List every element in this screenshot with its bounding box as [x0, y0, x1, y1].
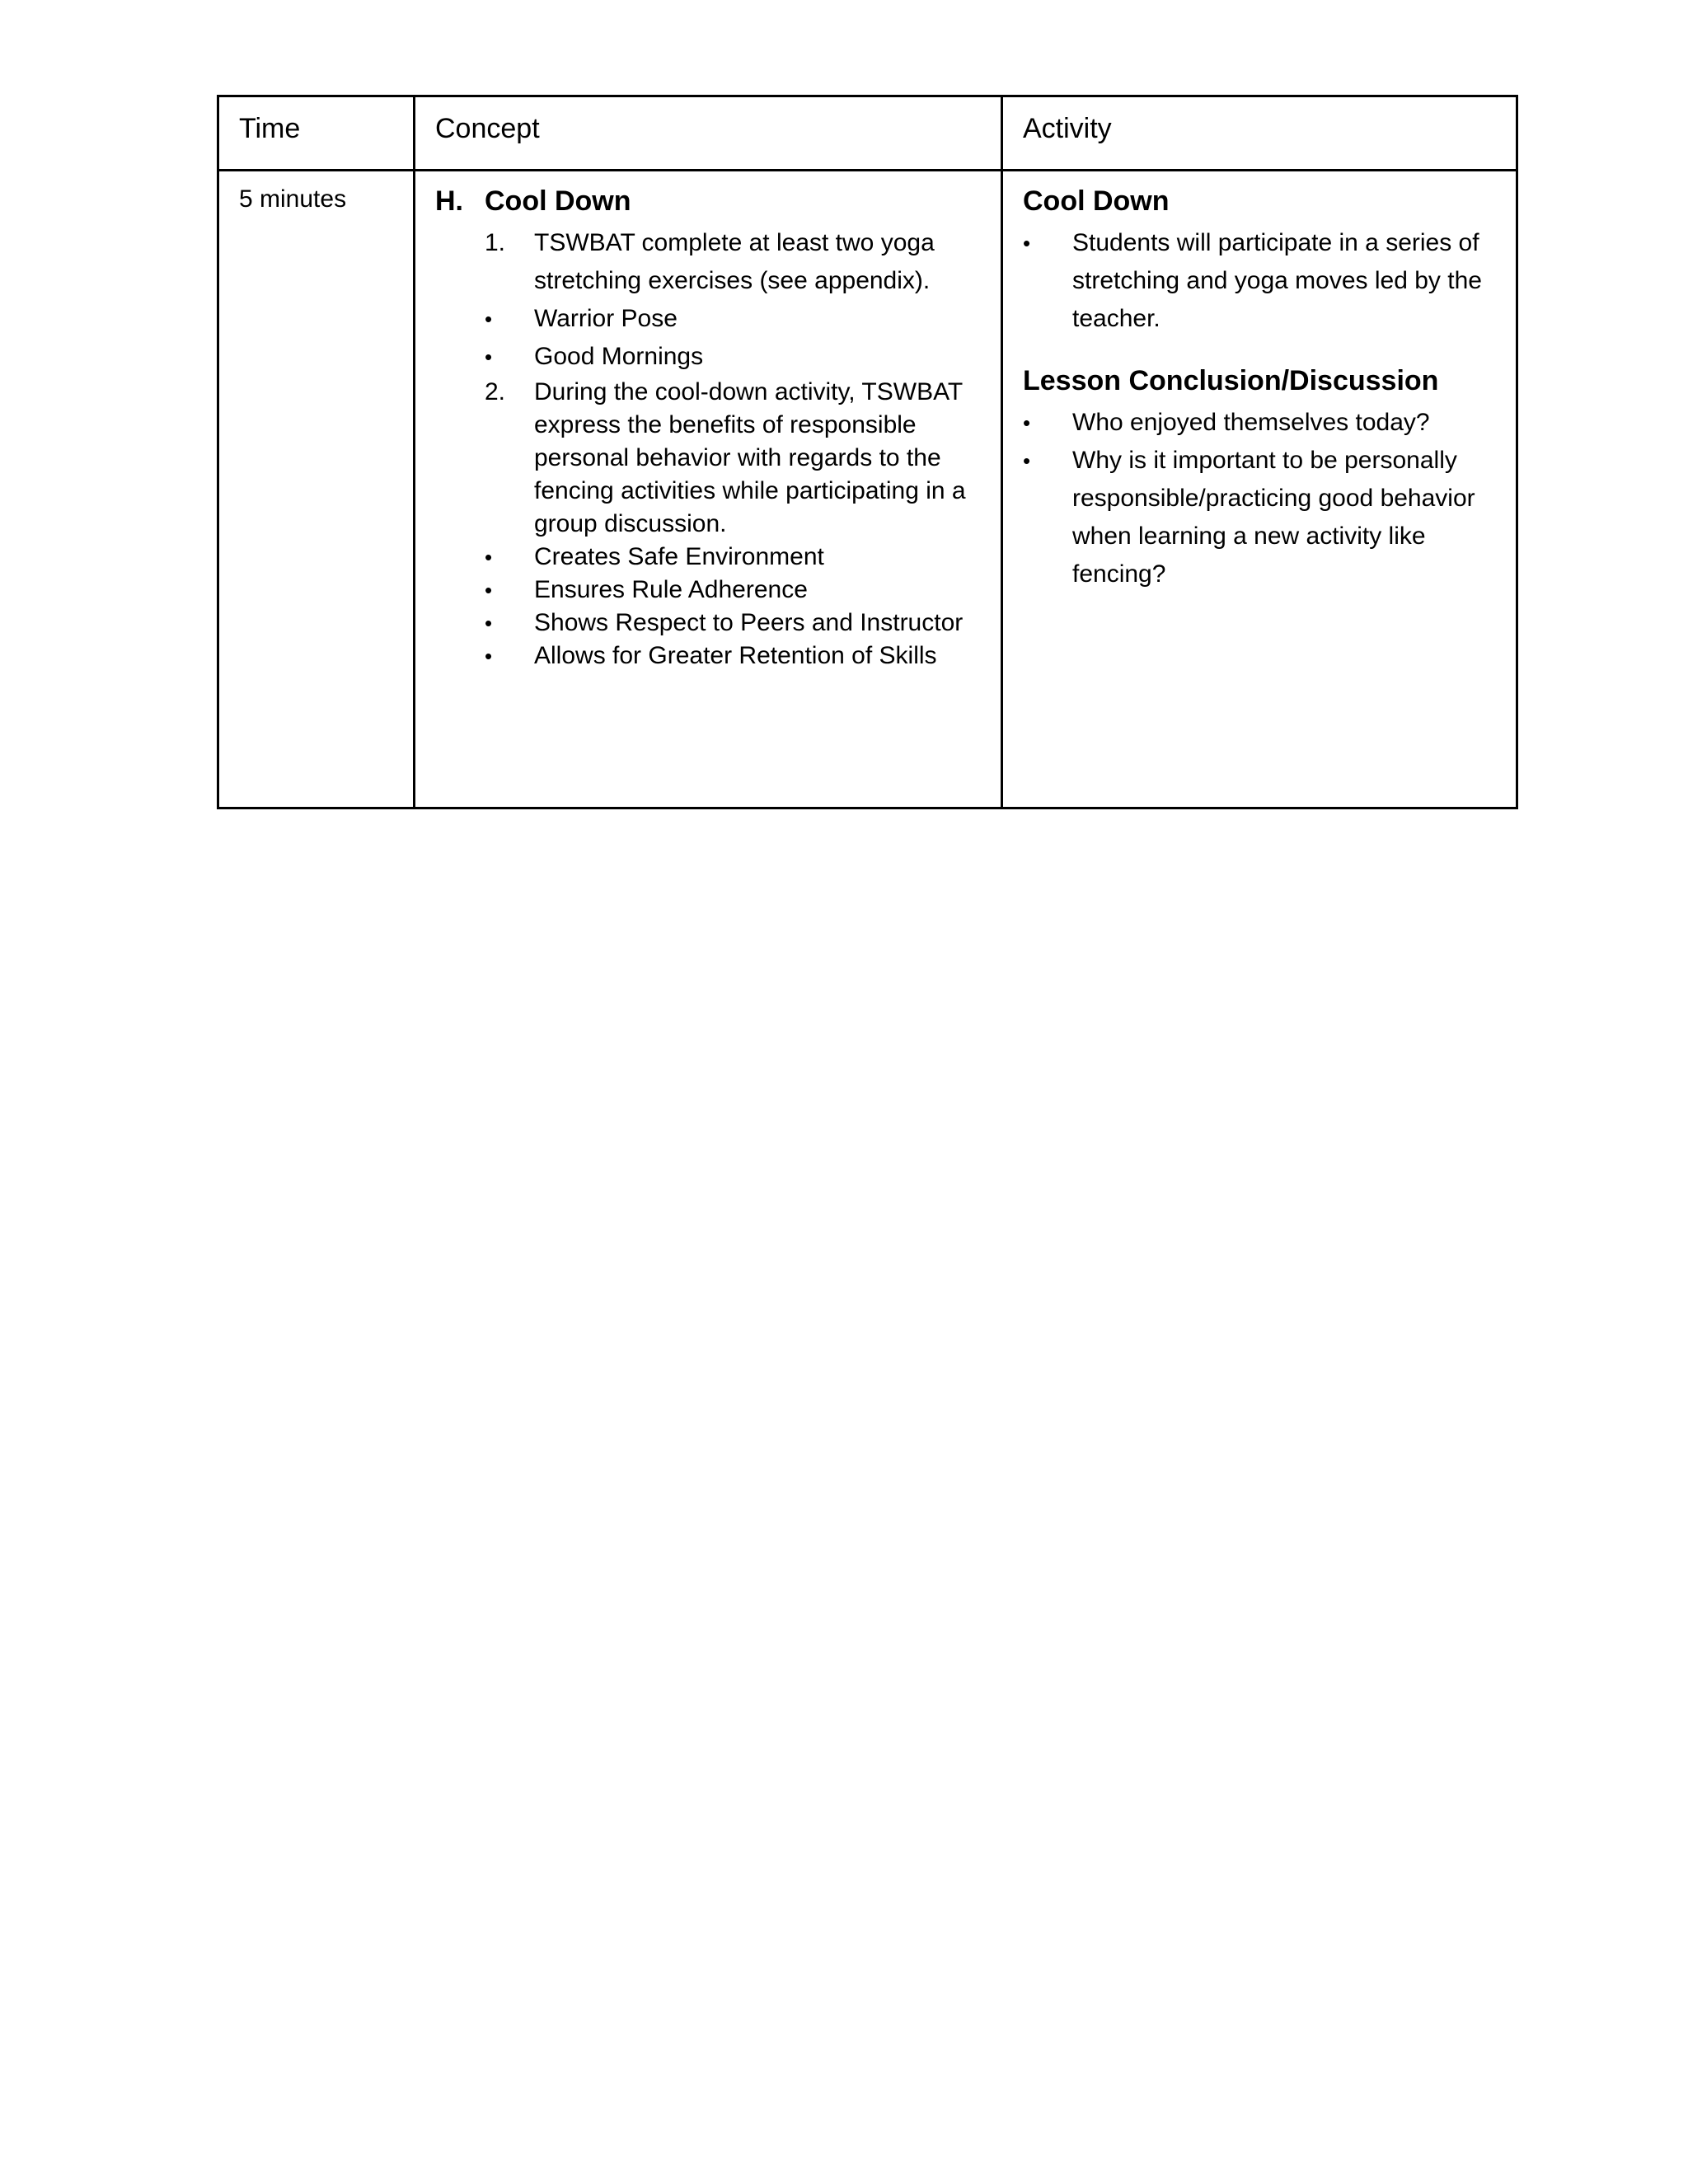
section-title: Cool Down	[485, 185, 631, 217]
item-number: 2.	[485, 378, 506, 405]
lesson-plan-table	[217, 95, 1518, 809]
item-text: TSWBAT complete at least two yoga stretching exercises (see appendix).	[534, 229, 935, 294]
time-value: 5 minutes	[239, 185, 347, 213]
item-number: 1.	[485, 229, 506, 256]
table-row	[218, 171, 1517, 808]
concept-item-1	[485, 224, 984, 300]
concept-item-2	[485, 376, 984, 541]
header-concept-label: Concept	[435, 113, 540, 144]
activity-cool-down-heading: Cool Down	[1023, 185, 1170, 217]
list-item	[485, 574, 984, 607]
bullet-text: Shows Respect to Peers and Instructor	[534, 609, 964, 636]
list-item	[485, 541, 984, 574]
bullet-icon: •	[485, 307, 493, 331]
list-item	[485, 607, 984, 640]
bullet-text: Ensures Rule Adherence	[534, 576, 808, 603]
bullet-icon: •	[485, 578, 493, 602]
concept-item-1-bullets	[485, 300, 984, 376]
list-item	[1023, 224, 1499, 338]
bullet-text: Good Mornings	[534, 343, 704, 370]
bullet-text: Students will participate in a series of stretching and yoga moves led by the teacher.	[1072, 229, 1482, 332]
table-header-row	[218, 96, 1517, 171]
time-cell	[218, 171, 415, 808]
list-item	[485, 640, 984, 673]
list-item	[485, 338, 984, 376]
lesson-conclusion-heading: Lesson Conclusion/Discussion	[1023, 365, 1439, 396]
bullet-text: Allows for Greater Retention of Skills	[534, 642, 937, 669]
concept-item-2-bullets	[485, 541, 984, 673]
header-activity	[1002, 96, 1517, 171]
bullet-icon: •	[1023, 231, 1031, 255]
bullet-text: Creates Safe Environment	[534, 543, 824, 570]
list-item	[1023, 442, 1499, 593]
bullet-text: Who enjoyed themselves today?	[1072, 409, 1430, 436]
bullet-icon: •	[1023, 448, 1031, 473]
bullet-icon: •	[485, 344, 493, 369]
concept-cell	[415, 171, 1002, 808]
list-item	[1023, 404, 1499, 442]
list-item	[485, 300, 984, 338]
bullet-icon: •	[485, 545, 493, 569]
activity-cell	[1002, 171, 1517, 808]
bullet-text: Warrior Pose	[534, 305, 678, 332]
header-time	[218, 96, 415, 171]
header-time-label: Time	[239, 113, 301, 144]
header-concept	[415, 96, 1002, 171]
bullet-icon: •	[1023, 410, 1031, 435]
bullet-text: Why is it important to be personally responsible/practicing good behavior when learning a new activity like fencing?	[1072, 447, 1475, 588]
section-letter: H.	[435, 185, 463, 217]
bullet-icon: •	[485, 611, 493, 635]
header-activity-label: Activity	[1023, 113, 1112, 144]
item-text: During the cool-down activity, TSWBAT express the benefits of responsible personal behavior with regards to the fencing activities while participating in a group discussion.	[534, 378, 966, 537]
concept-section-heading	[435, 183, 984, 219]
bullet-icon: •	[485, 644, 493, 668]
